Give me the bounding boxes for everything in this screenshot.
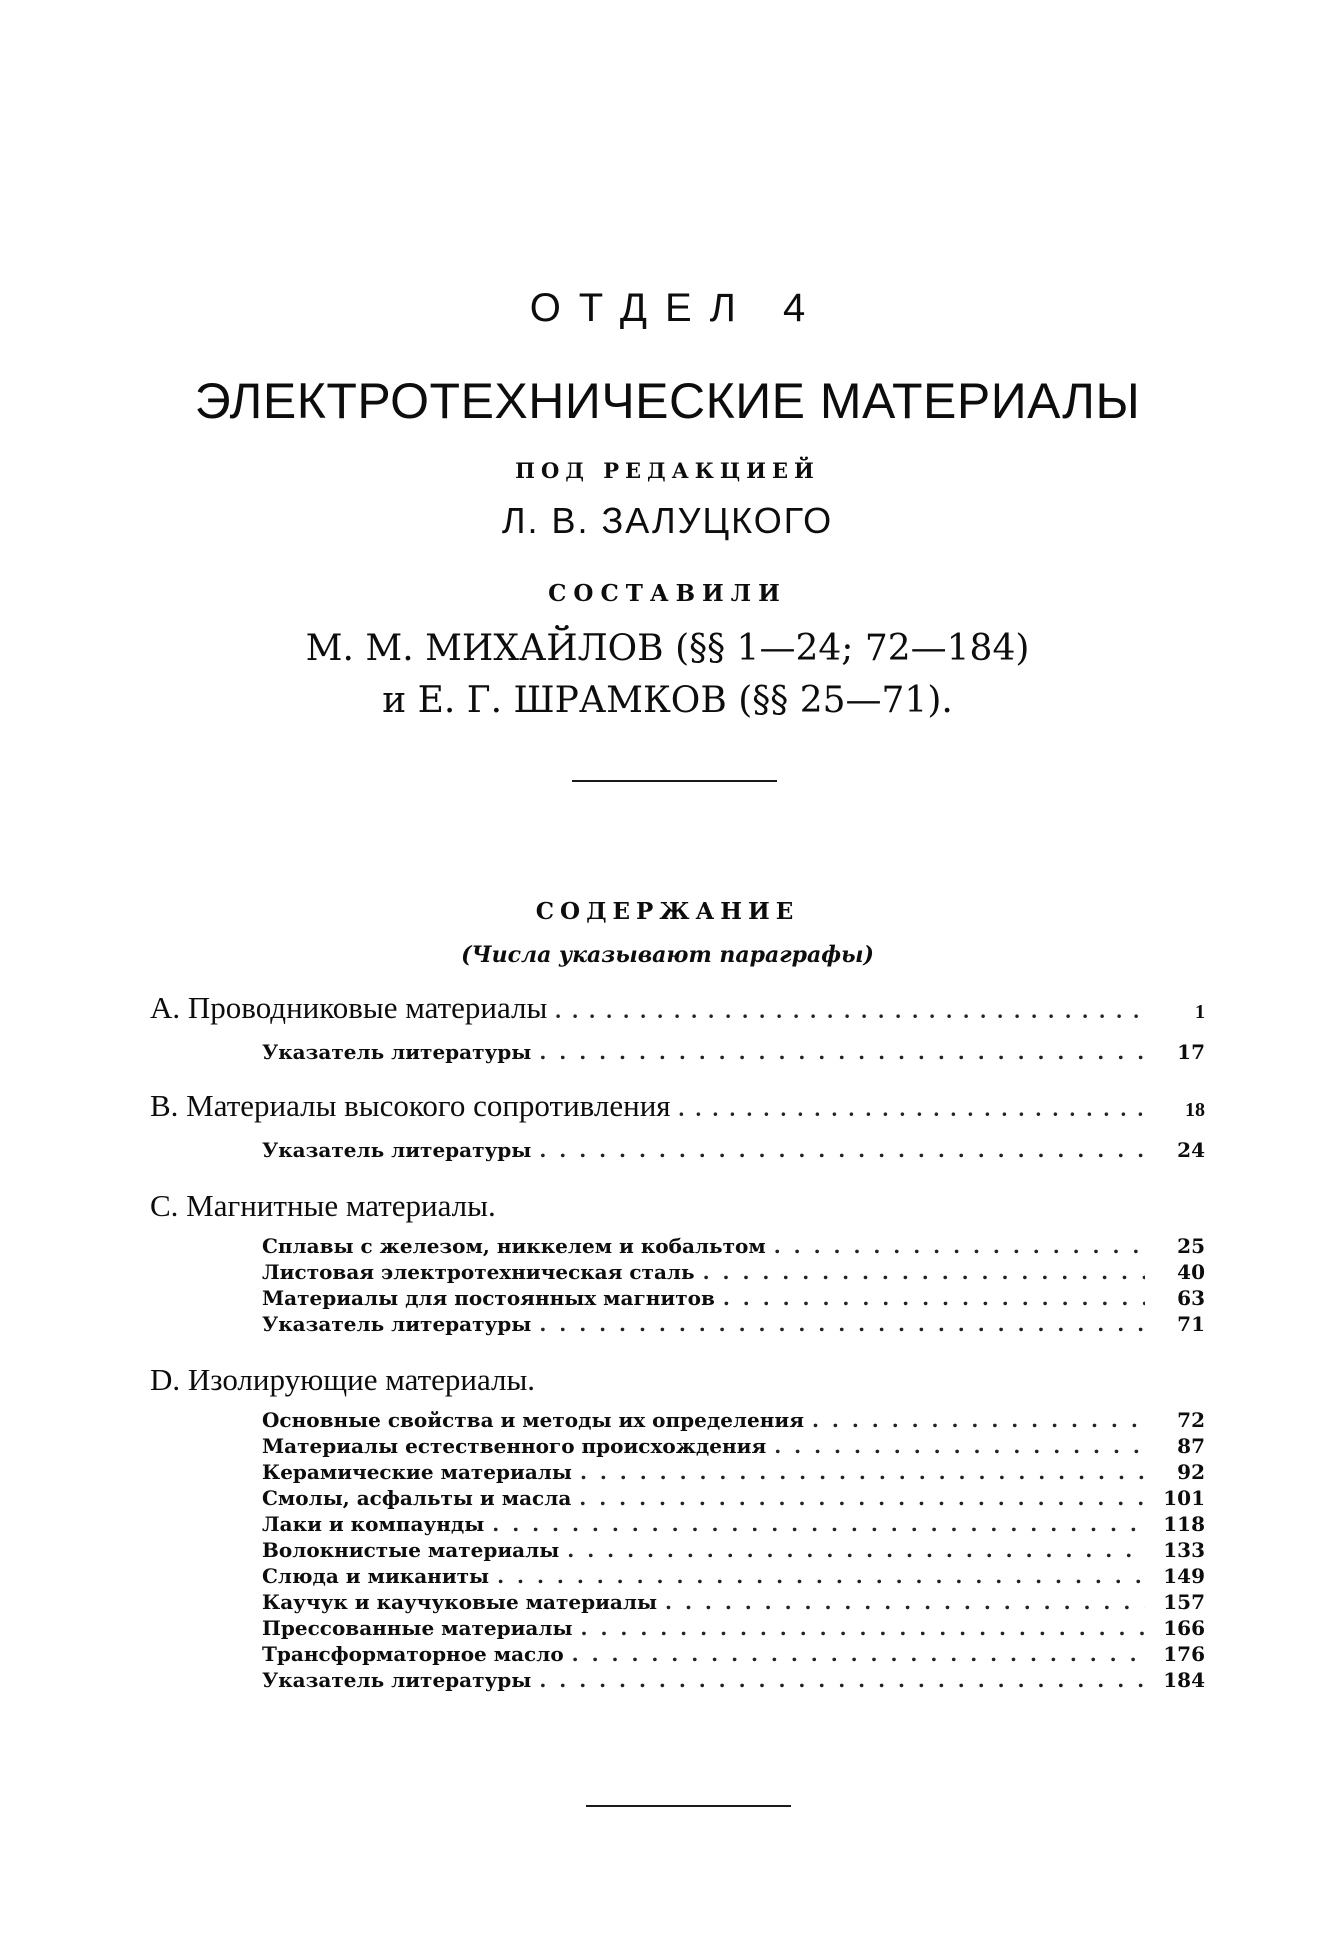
- toc-item: [262, 1434, 1205, 1458]
- toc-section-number: 1: [1195, 1001, 1205, 1023]
- dot-leader: [555, 998, 1145, 1024]
- toc-item-label: Смолы, асфальты и масла: [262, 1486, 572, 1510]
- toc-section-d: D. Изолирующие материалы.: [150, 1362, 536, 1397]
- toc-item-number: 149: [1163, 1564, 1205, 1588]
- toc-item-label: Основные свойства и методы их определения: [262, 1408, 804, 1432]
- toc-item-number: 157: [1163, 1590, 1205, 1614]
- toc-item: [262, 1486, 1205, 1510]
- dot-leader: [572, 1642, 1145, 1666]
- toc-item: [262, 1512, 1205, 1536]
- divider-rule: [572, 780, 777, 782]
- toc-item-label: Материалы для постоянных магнитов: [262, 1286, 715, 1310]
- toc-item-number: 87: [1177, 1434, 1205, 1458]
- department-heading: ОТДЕЛ 4: [529, 286, 824, 330]
- toc-section-a: [150, 990, 1205, 1026]
- toc-item-label: Листовая электротехническая сталь: [262, 1260, 695, 1284]
- dot-leader: [812, 1408, 1145, 1432]
- toc-item-number: 25: [1177, 1234, 1205, 1258]
- editor-name: Л. В. ЗАЛУЦКОГО: [501, 500, 834, 541]
- toc-item-number: 72: [1177, 1408, 1205, 1432]
- section-title: ЭЛЕКТРОТЕХНИЧЕСКИЕ МАТЕРИАЛЫ: [194, 373, 1141, 429]
- toc-item: [262, 1312, 1205, 1336]
- toc-item: [262, 1642, 1205, 1666]
- toc-item-number: 166: [1163, 1616, 1205, 1640]
- compiled-label: СОСТАВИЛИ: [548, 580, 787, 607]
- toc-item-number: 17: [1177, 1040, 1205, 1064]
- toc-item-label: Трансформаторное масло: [262, 1642, 564, 1666]
- toc-section-title: B. Материалы высокого сопротивления: [150, 1088, 671, 1123]
- author-line-2: и Е. Г. ШРАМКОВ (§§ 25—71).: [382, 680, 953, 721]
- toc-item: [262, 1616, 1205, 1640]
- divider-rule: [586, 1805, 791, 1807]
- toc-item-label: Материалы естественного происхождения: [262, 1434, 767, 1458]
- dot-leader: [492, 1512, 1145, 1536]
- toc-item-number: 40: [1177, 1260, 1205, 1284]
- toc-item: [262, 1260, 1205, 1284]
- toc-item-label: Каучук и каучуковые материалы: [262, 1590, 658, 1614]
- dot-leader: [580, 1460, 1145, 1484]
- dot-leader: [679, 1096, 1145, 1122]
- dot-leader: [774, 1234, 1145, 1258]
- toc-item: [262, 1408, 1205, 1432]
- toc-item-label: Лаки и компаунды: [262, 1512, 485, 1536]
- dot-leader: [723, 1286, 1145, 1310]
- contents-note: (Числа указывают параграфы): [461, 942, 874, 968]
- toc-item: [262, 1138, 1205, 1162]
- toc-item-label: Керамические материалы: [262, 1460, 572, 1484]
- toc-item-number: 184: [1163, 1668, 1205, 1692]
- toc-item: [262, 1460, 1205, 1484]
- toc-item-label: Прессованные материалы: [262, 1616, 573, 1640]
- author-line-1: М. М. МИХАЙЛОВ (§§ 1—24; 72—184): [305, 628, 1030, 669]
- toc-item-number: 24: [1177, 1138, 1205, 1162]
- editor-label: ПОД РЕДАКЦИЕЙ: [515, 458, 820, 483]
- toc-item: [262, 1564, 1205, 1588]
- toc-item-number: 118: [1163, 1512, 1205, 1536]
- toc-item: [262, 1040, 1205, 1064]
- toc-item: [262, 1590, 1205, 1614]
- contents-heading: СОДЕРЖАНИЕ: [535, 898, 800, 925]
- toc-section-b: [150, 1088, 1205, 1124]
- toc-section-title: A. Проводниковые материалы: [150, 990, 548, 1025]
- toc-item-label: Указатель литературы: [262, 1668, 532, 1692]
- toc-item: [262, 1286, 1205, 1310]
- toc-item-number: 101: [1163, 1486, 1205, 1510]
- dot-leader: [703, 1260, 1145, 1284]
- toc-item-number: 133: [1163, 1538, 1205, 1562]
- toc-item-label: Слюда и миканиты: [262, 1564, 490, 1588]
- toc-item-label: Указатель литературы: [262, 1312, 532, 1336]
- toc-item-label: Указатель литературы: [262, 1138, 532, 1162]
- toc-section-number: 18: [1185, 1099, 1205, 1121]
- toc-item-number: 63: [1177, 1286, 1205, 1310]
- toc-item-label: Волокнистые материалы: [262, 1538, 560, 1562]
- dot-leader: [539, 1040, 1145, 1064]
- dot-leader: [497, 1564, 1145, 1588]
- dot-leader: [539, 1138, 1145, 1162]
- toc-item-label: Указатель литературы: [262, 1040, 532, 1064]
- toc-item-number: 92: [1177, 1460, 1205, 1484]
- dot-leader: [539, 1312, 1145, 1336]
- dot-leader: [774, 1434, 1145, 1458]
- dot-leader: [665, 1590, 1145, 1614]
- dot-leader: [567, 1538, 1145, 1562]
- toc-item: [262, 1538, 1205, 1562]
- dot-leader: [581, 1616, 1145, 1640]
- toc-item: [262, 1234, 1205, 1258]
- toc-item-number: 71: [1177, 1312, 1205, 1336]
- toc-item: [262, 1668, 1205, 1692]
- toc-item-label: Сплавы с железом, никкелем и кобальтом: [262, 1234, 766, 1258]
- dot-leader: [579, 1486, 1145, 1510]
- toc-item-number: 176: [1163, 1642, 1205, 1666]
- toc-section-c: C. Магнитные материалы.: [150, 1188, 496, 1223]
- dot-leader: [539, 1668, 1145, 1692]
